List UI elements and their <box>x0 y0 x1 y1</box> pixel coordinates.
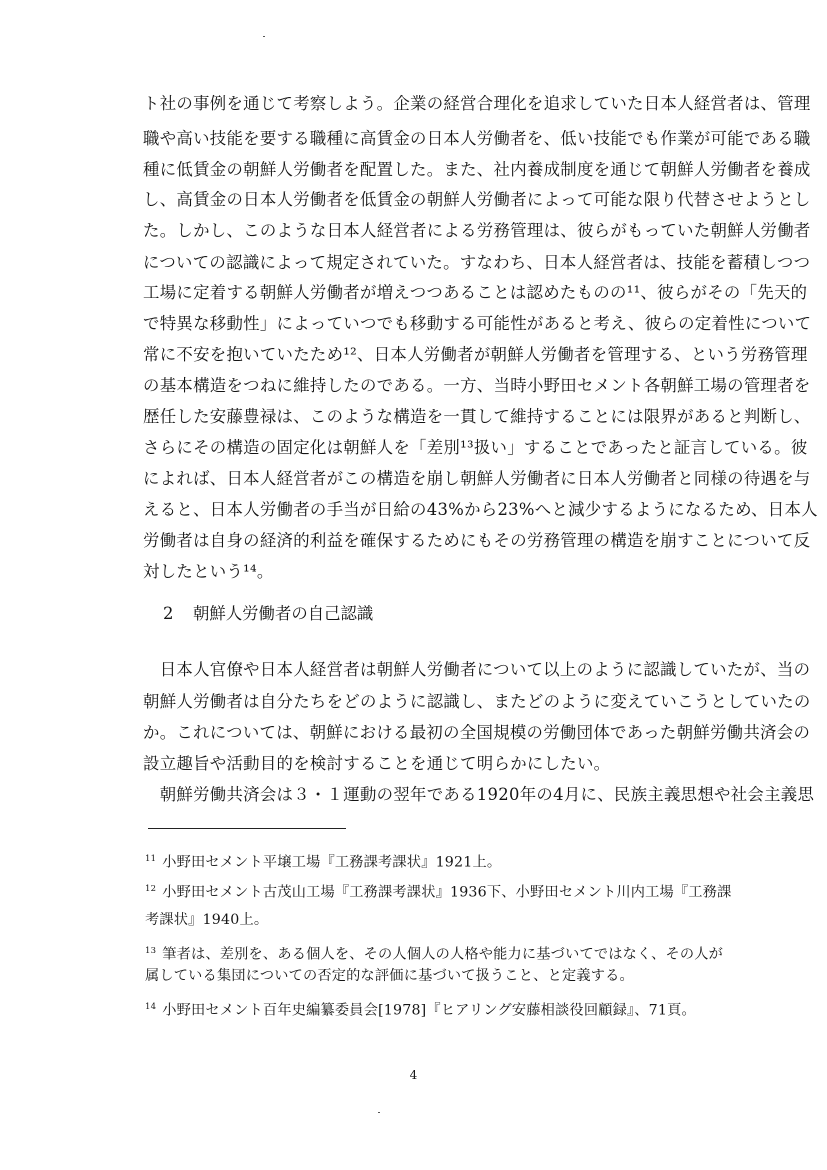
body-line: か。これについては、朝鮮における最初の全国規模の労働団体であった朝鮮労働共済会の <box>143 723 811 742</box>
body-line: し、高賃金の日本人労働者を低賃金の朝鮮人労働者によって可能な限り代替させようとし <box>143 190 811 209</box>
body-line: 朝鮮労働共済会は３・１運動の翌年である1920年の4月に、民族主義思想や社会主義思 <box>143 785 815 804</box>
footnote-text: 考課状』1940上。 <box>145 912 269 928</box>
scan-speck <box>378 1112 380 1113</box>
page-number: 4 <box>409 1068 418 1082</box>
body-line: 種に低賃金の朝鮮人労働者を配置した。また、社内養成制度を通じて朝鮮人労働者を養成 <box>143 160 811 179</box>
body-line: 工場に定着する朝鮮人労働者が増えつつあることは認めたものの¹¹、彼らがその「先天的 <box>143 283 808 302</box>
footnote-12 <box>145 879 745 903</box>
body-line: ト社の事例を通じて考察しよう。企業の経営合理化を追求していた日本人経営者は、管理 <box>143 94 811 113</box>
footnote-mark: 13 <box>145 946 157 956</box>
body-line: で特異な移動性」によっていつでも移動する可能性があると考え、彼らの定着性について <box>143 314 812 333</box>
body-line: についての認識によって規定されていた。すなわち、日本人経営者は、技能を蓄積しつつ <box>143 253 811 272</box>
footnote-separator <box>148 828 346 829</box>
body-line: の基本構造をつねに維持したのである。一方、当時小野田セメント各朝鮮工場の管理者を <box>143 376 811 395</box>
footnote-mark: 12 <box>145 884 157 894</box>
body-line: 対したという¹⁴。 <box>143 562 274 581</box>
body-line: さらにその構造の固定化は朝鮮人を「差別¹³扱い」することであったと証言している。彼 <box>143 438 808 457</box>
footnote-text: 属している集団についての否定的な評価に基づいて扱うこと、と定義する。 <box>145 968 634 984</box>
section-number: 2 <box>163 604 174 623</box>
footnote-14 <box>145 997 745 1021</box>
footnote-mark: 11 <box>145 854 157 864</box>
section-title: 朝鮮人労働者の自己認識 <box>193 604 374 623</box>
footnote-mark: 14 <box>145 1002 157 1012</box>
body-line: えると、日本人労働者の手当が日給の43%から23%へと減少するようになるため、日本人 <box>143 500 818 519</box>
body-line: た。しかし、このような日本人経営者による労務管理は、彼らがもっていた朝鮮人労働者 <box>143 221 811 240</box>
footnote-13 <box>145 941 745 965</box>
body-line: 日本人官僚や日本人経営者は朝鮮人労働者について以上のように認識していたが、当の <box>143 660 811 679</box>
scan-speck <box>263 36 265 37</box>
body-line: 設立趣旨や活動目的を検討することを通じて明らかにしたい。 <box>143 754 611 773</box>
footnote-text: 小野田セメント古茂山工場『工務課考課状』1936下、小野田セメント川内工場『工務課 <box>162 884 732 901</box>
footnote-11 <box>145 849 745 873</box>
body-line: 朝鮮人労働者は自分たちをどのように認識し、またどのように変えていこうとしていたの <box>143 692 811 711</box>
body-line: 労働者は自身の経済的利益を確保するためにもその労務管理の構造を崩すことについて反 <box>143 531 811 550</box>
footnote-13-cont <box>145 966 745 986</box>
footnote-text: 小野田セメント平壌工場『工務課考課状』1921上。 <box>162 854 502 871</box>
section-heading <box>163 604 373 624</box>
body-line: 歴任した安藤豊禄は、このような構造を一貫して維持することには限界があると判断し、 <box>143 407 811 426</box>
body-line: 職や高い技能を要する職種に高賃金の日本人労働者を、低い技能でも作業が可能である職 <box>143 129 811 148</box>
body-line: 常に不安を抱いていたため¹²、日本人労働者が朝鮮人労働者を管理する、という労務管理 <box>143 345 808 364</box>
footnote-text: 小野田セメント百年史編纂委員会[1978]『ヒアリング安藤相談役回顧録』、71頁。 <box>162 1002 696 1019</box>
footnote-12-cont <box>145 910 745 930</box>
body-line: によれば、日本人経営者がこの構造を崩し朝鮮人労働者に日本人労働者と同様の待遇を与 <box>143 469 811 488</box>
footnote-text: 筆者は、差別を、ある個人を、その人個人の人格や能力に基づいてではなく、その人が <box>162 946 724 963</box>
